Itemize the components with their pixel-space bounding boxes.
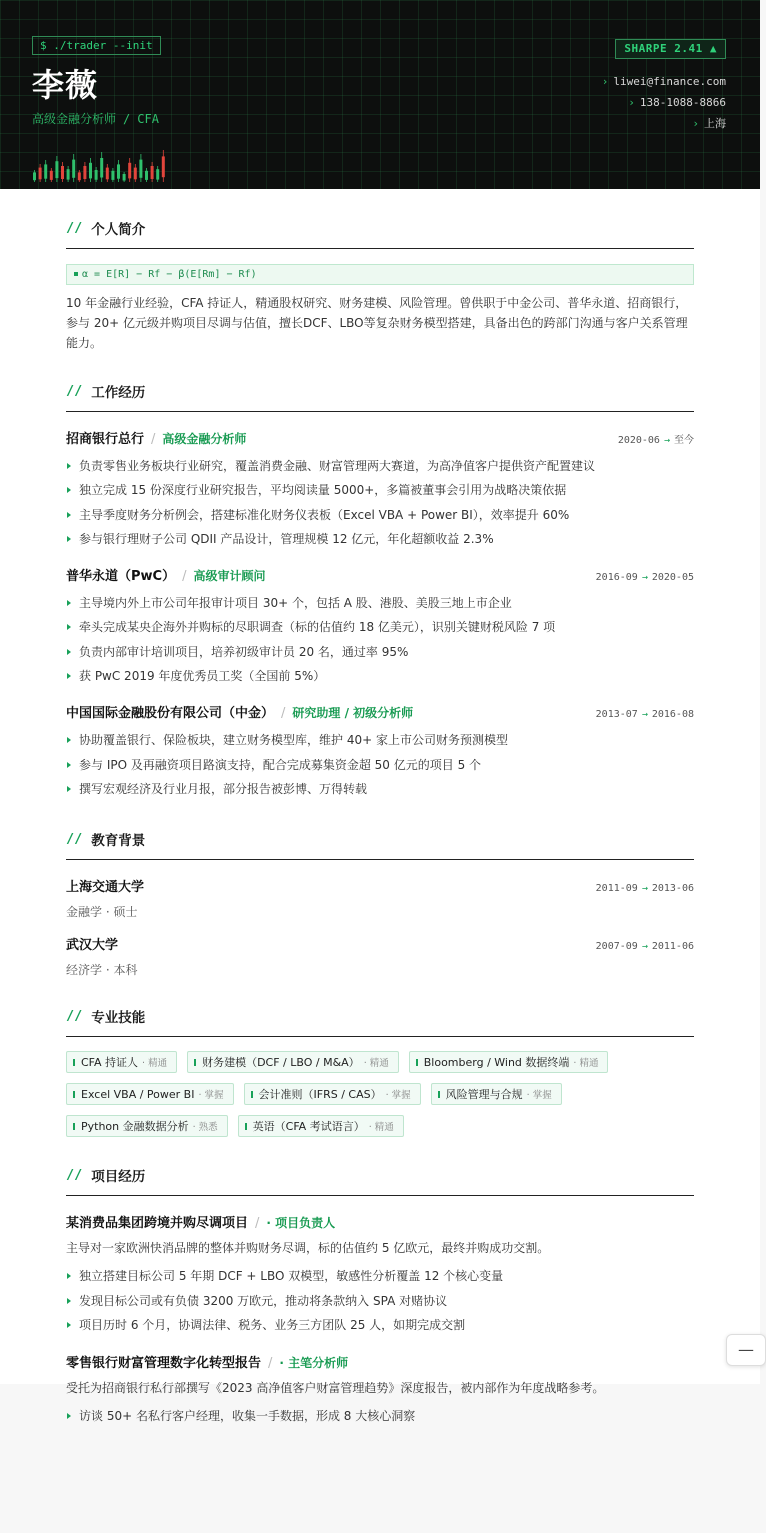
- skill-marker-icon: [73, 1059, 75, 1066]
- skill-marker-icon: [73, 1123, 75, 1130]
- skill-level: · 精通: [573, 1058, 599, 1070]
- degree: 金融学 · 硕士: [66, 905, 138, 920]
- school-name: 武汉大学: [66, 938, 119, 954]
- date-range: [596, 572, 694, 583]
- job-title-group: [66, 702, 413, 721]
- summary-text: 10 年金融行业经验，CFA 持证人，精通股权研究、财务建模、风险管理。曾供职于中金公司、普华永道、招商银行，参与 20+ 亿元级并购项目尽调与估值，擅长DCF、LBO等复杂财务模型搭建，具备出色的跨部门沟通与客户关系管理能力。: [66, 296, 688, 350]
- slash-separator: /: [182, 569, 187, 585]
- skill-chip: [66, 1115, 228, 1137]
- bullet-list: [66, 728, 694, 801]
- arrow-right-icon: →: [641, 941, 648, 953]
- slash-separator: /: [255, 1216, 260, 1232]
- bullet-list: [66, 454, 694, 551]
- skill-chip: [409, 1051, 609, 1073]
- bullet-item: 主导境内外上市公司年报审计项目 30+ 个，包括 A 股、港股、美股三地上市企业: [66, 591, 694, 615]
- skill-chip: [244, 1083, 421, 1105]
- bullet-list: [66, 1264, 694, 1337]
- role-cert: CFA: [137, 112, 159, 126]
- skill-name: Excel VBA / Power BI: [81, 1087, 195, 1101]
- slash-marker-icon: //: [66, 1008, 83, 1025]
- bullet-item: 项目历时 6 个月，协调法律、税务、业务三方团队 25 人，如期完成交割: [66, 1313, 694, 1337]
- skill-chip: [238, 1115, 404, 1137]
- date-end: 2020-05: [651, 572, 694, 584]
- slash-marker-icon: //: [66, 383, 83, 399]
- date-end: 2011-06: [651, 941, 694, 953]
- skill-name: 风险管理与合规: [445, 1088, 523, 1102]
- bullet-item: 参与银行理财子公司 QDII 产品设计，管理规模 12 亿元，年化超额收益 2.3%: [66, 527, 694, 551]
- skill-marker-icon: [438, 1091, 440, 1098]
- skill-marker-icon: [416, 1059, 418, 1066]
- slash-separator: /: [151, 432, 156, 447]
- slash-marker-icon: //: [66, 1167, 83, 1184]
- chevron-right-icon: ›: [692, 117, 699, 130]
- date-start: 2020-06: [617, 435, 660, 446]
- slash-marker-icon: //: [66, 831, 83, 848]
- header-contact-block: [602, 37, 726, 134]
- date-range: [618, 431, 694, 446]
- bullet-item: 独立完成 15 份深度行业研究报告，平均阅读量 5000+，多篇被董事会引用为战略决策依据: [66, 478, 694, 502]
- date-range: [596, 709, 694, 720]
- resume-header: [0, 0, 760, 189]
- arrow-right-icon: →: [663, 435, 670, 446]
- skill-name: CFA 持证人: [81, 1056, 139, 1070]
- project-entry: [66, 1352, 694, 1428]
- skill-marker-icon: [73, 1091, 75, 1098]
- square-bullet-icon: [74, 272, 78, 276]
- role-title: 高级金融分析师: [32, 112, 117, 126]
- date-start: 2007-09: [595, 941, 638, 953]
- project-header: [66, 1352, 694, 1371]
- resume-body: [0, 218, 760, 1428]
- project-description: 主导对一家欧洲快消品牌的整体并购财务尽调，标的估值约 5 亿欧元，最终并购成功交割。: [66, 1241, 550, 1256]
- date-range: [596, 883, 694, 894]
- project-entry: [66, 1212, 694, 1337]
- project-description: 受托为招商银行私行部撰写《2023 高净值客户财富管理趋势》深度报告，被内部作为年度战略参考。: [66, 1381, 605, 1396]
- degree: 经济学 · 本科: [66, 963, 138, 978]
- skill-level: · 精通: [363, 1058, 389, 1070]
- candidate-role: 高级金融分析师 / CFA: [32, 112, 159, 126]
- skill-level: · 掌握: [385, 1090, 411, 1102]
- project-role: · 项目负责人: [266, 1216, 336, 1231]
- date-end: 2016-08: [651, 709, 694, 721]
- education-entry: [66, 876, 694, 920]
- bullet-item: 参与 IPO 及再融资项目路演支持，配合完成募集资金超 50 亿元的项目 5 个: [66, 753, 694, 777]
- education-entry: [66, 934, 694, 978]
- bullet-item: 牵头完成某央企海外并购标的尽职调查（标的估值约 18 亿美元），识别关键财税风险 7 项: [66, 615, 694, 639]
- bullet-item: 访谈 50+ 名私行客户经理，收集一手数据，形成 8 大核心洞察: [66, 1404, 694, 1428]
- section-experience: [66, 381, 694, 801]
- skill-name: 会计准则（IFRS / CAS）: [258, 1088, 382, 1102]
- skill-marker-icon: [194, 1059, 196, 1066]
- section-skills: [66, 1006, 694, 1137]
- slash-separator: /: [268, 1356, 273, 1372]
- bullet-item: 发现目标公司或有负债 3200 万欧元，推动将条款纳入 SPA 对赌协议: [66, 1289, 694, 1313]
- skill-chip: [66, 1083, 234, 1105]
- job-title: 高级审计顾问: [193, 569, 266, 584]
- bullet-item: 获 PwC 2019 年度优秀员工奖（全国前 5%）: [66, 664, 694, 688]
- skill-name: 英语（CFA 考试语言）: [252, 1120, 365, 1134]
- arrow-right-icon: →: [641, 709, 648, 721]
- job-title: 研究助理 / 初级分析师: [292, 706, 414, 721]
- slash-marker-icon: //: [66, 220, 83, 236]
- contact-phone[interactable]: › 138-1088-8866: [628, 96, 726, 109]
- job-entry: [66, 428, 694, 551]
- project-header: [66, 1212, 694, 1231]
- job-title-group: [66, 428, 246, 447]
- arrow-right-icon: →: [641, 883, 648, 895]
- bullet-list: [66, 591, 694, 688]
- contact-list: [602, 71, 726, 134]
- contact-city: › 上海: [692, 117, 726, 130]
- job-header: [66, 428, 694, 447]
- section-summary: [66, 218, 694, 353]
- date-range: [596, 941, 694, 952]
- date-start: 2013-07: [595, 709, 638, 721]
- section-heading: // 教育背景: [66, 829, 694, 860]
- section-education: [66, 829, 694, 978]
- company-name: 招商银行总行: [66, 432, 145, 447]
- project-name: 零售银行财富管理数字化转型报告: [66, 1356, 262, 1372]
- bullet-item: 撰写宏观经济及行业月报，部分报告被彭博、万得转载: [66, 777, 694, 801]
- bullet-item: 协助覆盖银行、保险板块，建立财务模型库，维护 40+ 家上市公司财务预测模型: [66, 728, 694, 752]
- education-header: [66, 934, 694, 953]
- job-header: [66, 565, 694, 584]
- bullet-item: 主导季度财务分析例会，搭建标准化财务仪表板（Excel VBA + Power BI），效率提升 60%: [66, 503, 694, 527]
- bullet-item: 独立搭建目标公司 5 年期 DCF + LBO 双模型，敏感性分析覆盖 12 个核心变量: [66, 1264, 694, 1288]
- date-end: 2013-06: [651, 883, 694, 895]
- job-title: 高级金融分析师: [162, 432, 247, 446]
- arrow-right-icon: →: [641, 572, 648, 584]
- section-projects: [66, 1165, 694, 1428]
- bullet-item: 负责内部审计培训项目，培养初级审计员 20 名，通过率 95%: [66, 640, 694, 664]
- skill-chip: [431, 1083, 562, 1105]
- terminal-command-badge: $ ./trader --init: [32, 36, 161, 55]
- project-role: · 主笔分析师: [279, 1356, 349, 1371]
- job-entry: [66, 565, 694, 688]
- skill-level: · 精通: [368, 1122, 394, 1134]
- bullet-item: 负责零售业务板块行业研究，覆盖消费金融、财富管理两大赛道，为高净值客户提供资产配置建议: [66, 454, 694, 478]
- skill-chip-list: [66, 1051, 694, 1137]
- job-title-group: [66, 565, 266, 584]
- company-name: 中国国际金融股份有限公司（中金）: [66, 706, 275, 722]
- skill-chip: [66, 1051, 177, 1073]
- skill-name: Python 金融数据分析: [81, 1120, 189, 1134]
- bullet-list: [66, 1404, 694, 1428]
- skill-level: · 掌握: [198, 1090, 224, 1102]
- date-start: 2011-09: [595, 883, 638, 895]
- job-entry: [66, 702, 694, 801]
- candidate-name: 李薇: [32, 66, 99, 104]
- date-start: 2016-09: [595, 572, 638, 584]
- minus-icon: —: [738, 1340, 754, 1359]
- skill-level: · 精通: [142, 1058, 168, 1070]
- skill-chip: [187, 1051, 399, 1073]
- slash-separator: /: [281, 706, 286, 722]
- job-header: [66, 702, 694, 721]
- date-end: 至今: [674, 435, 694, 446]
- contact-email[interactable]: › liwei@finance.com: [601, 75, 726, 88]
- sharpe-ratio-badge: SHARPE 2.41 ▲: [615, 39, 726, 59]
- section-heading: // 项目经历: [66, 1165, 694, 1196]
- skill-level: · 熟悉: [192, 1122, 218, 1134]
- section-heading: // 专业技能: [66, 1006, 694, 1037]
- school-name: 上海交通大学: [66, 880, 145, 896]
- skill-name: Bloomberg / Wind 数据终端: [423, 1056, 570, 1070]
- section-heading: // 个人简介: [66, 218, 694, 249]
- chevron-right-icon: ›: [601, 75, 609, 88]
- collapse-toolbar-button[interactable]: [726, 1334, 766, 1366]
- company-name: 普华永道（PwC）: [66, 569, 176, 585]
- candlestick-decoration-icon: [32, 150, 167, 182]
- section-heading: // 工作经历: [66, 381, 694, 412]
- skill-marker-icon: [245, 1123, 247, 1130]
- education-header: [66, 876, 694, 895]
- capm-formula: α = E[R] − Rf − β(E[Rm] − Rf): [66, 264, 694, 285]
- skill-name: 财务建模（DCF / LBO / M&A）: [202, 1056, 360, 1070]
- chevron-right-icon: ›: [628, 96, 635, 109]
- skill-level: · 掌握: [526, 1090, 552, 1102]
- project-name: 某消费品集团跨境并购尽调项目: [66, 1216, 249, 1232]
- skill-marker-icon: [251, 1091, 253, 1098]
